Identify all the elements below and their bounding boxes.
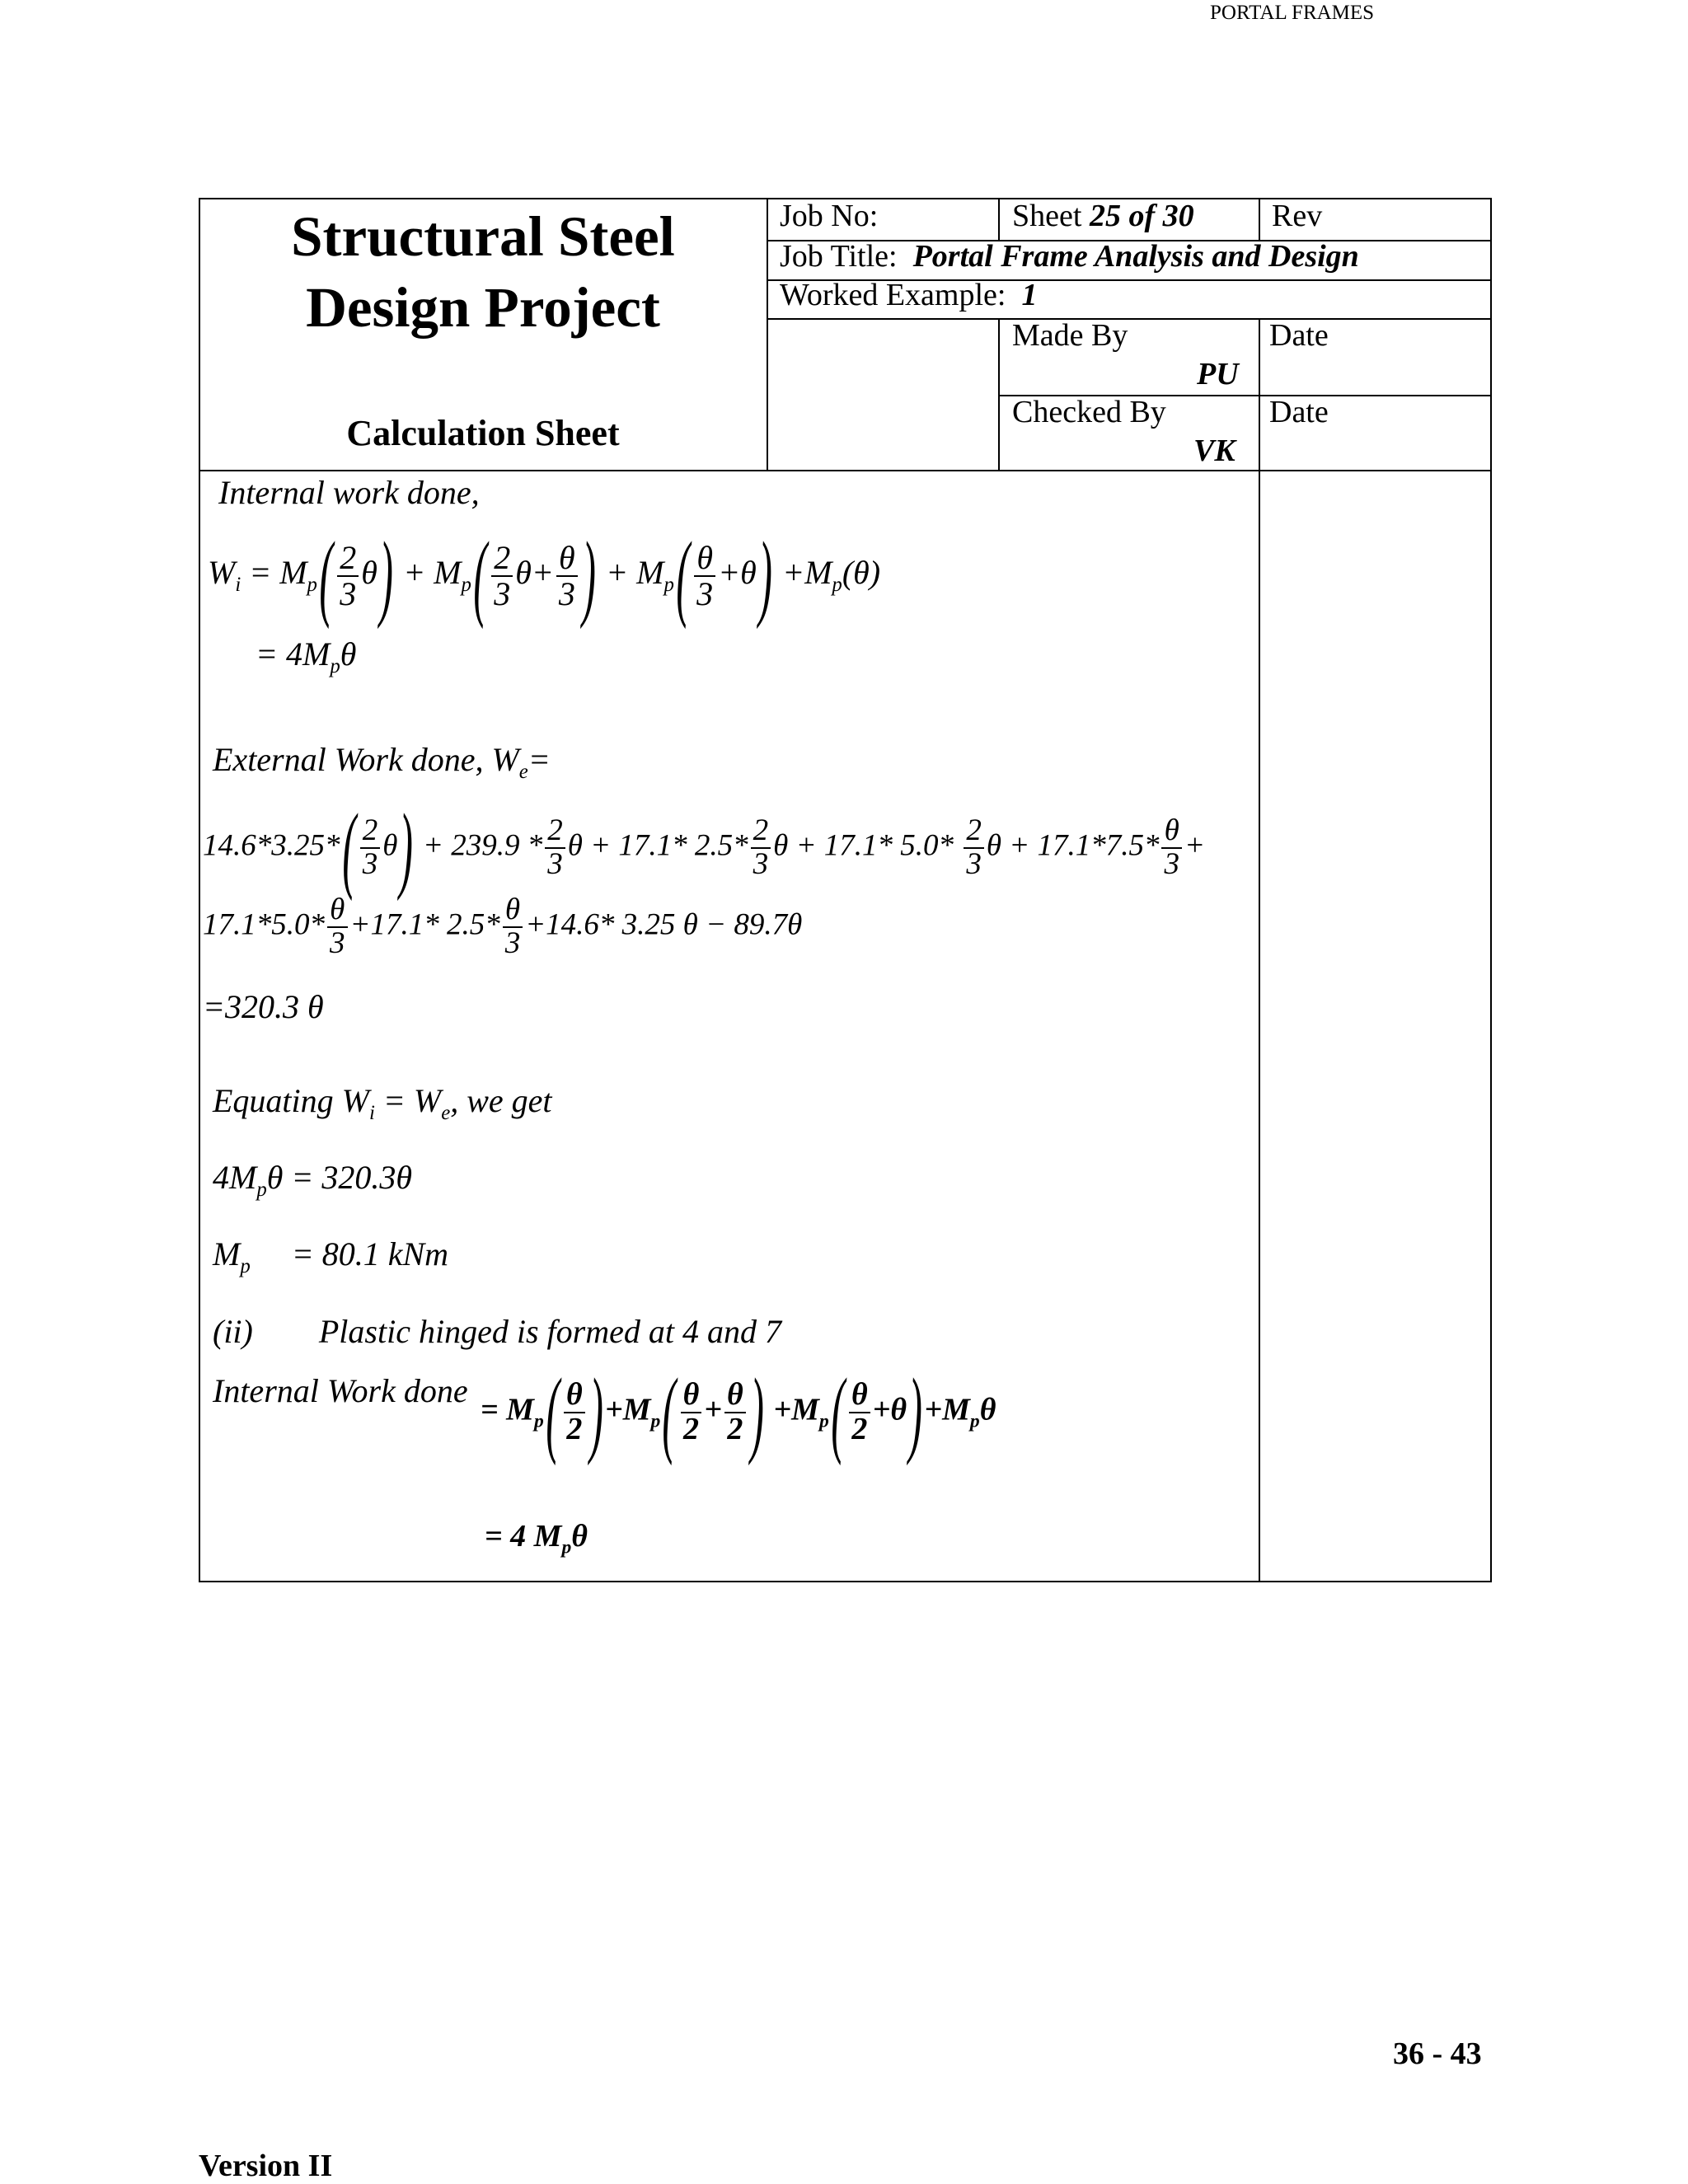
internal-work-equation: $W_i = M_p$( $\frac{2}{3}$ $\theta) + M_p$( $\frac{2}{3}$ θ+ $\frac{\theta}{3}$ ) + $M_p$( $\frac{\theta}{3}$ $+\theta) +M_p(\theta)$ (208, 522, 881, 630)
case-label: (ii) (213, 1313, 253, 1350)
sheet-number (1012, 198, 1194, 234)
project-title-line-1: Structural Steel (291, 205, 675, 268)
version-label: Version II (199, 2149, 333, 2183)
job-no-label: Job No: (780, 199, 879, 233)
plastic-moment-result: $M_p = 80.1$ kNm (213, 1235, 449, 1277)
sheet-value: 25 of 30 (1089, 199, 1194, 233)
external-work-equation-line-2: 17.1*5.0* $\frac{\theta}{3}$ +17.1* 2.5* $\frac{\theta}{3}$ +14.6* 3.25 θ − 89.7θ (203, 893, 803, 960)
job-title-label: Job Title: (780, 239, 898, 274)
internal-work-case-ii-equation: = $M_p$( $\frac{\theta}{2}$ )$+M_p$( $\frac{\theta}{2}$ + $\frac{\theta}{2}$ ) $+M_p$( $\frac{\theta}{2}$ $+\theta)+M_p\theta$ (481, 1358, 996, 1466)
sheet-label: Sheet (1012, 199, 1082, 233)
worked-example-value: 1 (1021, 278, 1038, 312)
case-text: Plastic hinged is formed at 4 and 7 (318, 1313, 781, 1350)
internal-work-case-ii-label: Internal Work done (213, 1372, 468, 1409)
date-label: Date (1269, 318, 1329, 353)
made-by-label: Made By (1012, 318, 1128, 353)
work-equation: $4M_p\theta = 320.3\theta$ (213, 1159, 413, 1201)
divider (1259, 318, 1260, 1582)
worked-example (780, 277, 1037, 313)
external-work-equation-line-1: 14.6*3.25*( $\frac{2}{3}$ θ) + 239.9 * $\frac{2}{3}$ θ + 17.1* 2.5* $\frac{2}{3}$ θ + 17.1* 5.0* $\frac{2}{3}$ θ + 17.1*7.5* $\frac{\theta}{3}$ + (203, 794, 1205, 902)
internal-work-heading: Internal work done, (218, 474, 480, 511)
external-work-heading: External Work done, $W_e=$ (213, 741, 551, 783)
job-title (780, 238, 1359, 274)
equating-statement: Equating $W_i = W_e$, we get (213, 1082, 552, 1124)
divider (767, 318, 1492, 320)
made-by-value: PU (1197, 357, 1239, 391)
job-title-value: Portal Frame Analysis and Design (912, 239, 1359, 274)
page-number: 36 - 43 (1393, 2036, 1482, 2071)
checked-by-value: VK (1193, 434, 1236, 468)
worked-example-label: Worked Example: (780, 278, 1006, 312)
checked-by-label: Checked By (1012, 395, 1166, 429)
divider (998, 318, 1000, 470)
project-title (199, 201, 767, 343)
divider (1259, 199, 1260, 240)
rev-label: Rev (1272, 199, 1323, 233)
sheet-type: Calculation Sheet (346, 413, 620, 453)
internal-work-result: = $4M_p\theta$ (256, 635, 357, 677)
date-label: Date (1269, 395, 1329, 429)
divider (998, 199, 1000, 240)
case-ii (213, 1312, 781, 1351)
project-title-line-2: Design Project (306, 276, 660, 339)
internal-work-case-ii-result: = 4 $M_p\theta$ (485, 1519, 588, 1558)
running-header: PORTAL FRAMES (1210, 2, 1375, 24)
divider (200, 470, 1492, 471)
external-work-result: =320.3 θ (203, 988, 324, 1025)
